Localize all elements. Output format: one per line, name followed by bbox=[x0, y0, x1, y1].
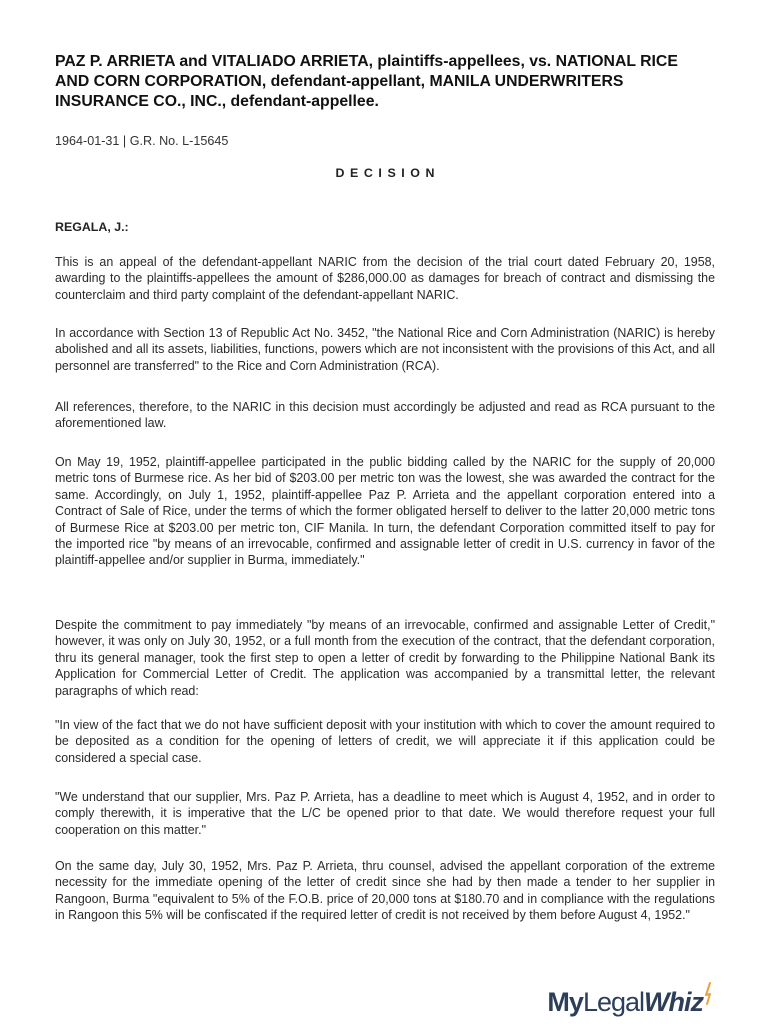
paragraph-counsel-advice: On the same day, July 30, 1952, Mrs. Paz P. Arrieta, thru counsel, advised the appellant corporation of the extreme necessity for the immediate opening of the letter of credit since she had by then made a tender to her supplier in Rangoon, Burma "equivalent to 5% of the F.O.B. price of 20,000 tons at $180.70 and in compliance with the regulations in Rangoon this 5% will be confiscated if the required letter of credit is not received by them before August 4, 1952." bbox=[55, 859, 715, 923]
decision-heading: DECISION bbox=[335, 166, 441, 180]
paragraph-quote-supplier: "We understand that our supplier, Mrs. Paz P. Arrieta, has a deadline to meet which is August 4, 1952, and in order to comply therewith, it is imperative that the L/C be opened prior to that date. We would therefore request your full cooperation on this matter." bbox=[55, 790, 715, 837]
judge-name: REGALA, J.: bbox=[55, 220, 129, 234]
logo-spark-icon bbox=[703, 982, 715, 1016]
logo-text-legal: Legal bbox=[582, 987, 645, 1017]
paragraph-bidding: On May 19, 1952, plaintiff-appellee participated in the public bidding called by the NARIC for the supply of 20,000 metric tons of Burmese rice. As her bid of $203.00 per metric ton was the lowest, she was awarded the contract for the same. Accordingly, on July 1, 1952, plaintiff-appellee Paz P. Arrieta and the appellant corporation entered into a Contract of Sale of Rice, under the terms of which the former obligated herself to deliver to the latter 20,000 metric tons of Burmese Rice at $203.00 per metric ton, CIF Manila. In turn, the defendant Corporation committed itself to pay for the imported rice "by means of an irrevocable, confirmed and assignable letter of credit in U.S. currency in favor of the plaintiff-appellee and/or supplier in Burma, immediately." bbox=[55, 455, 715, 568]
paragraph-quote-deposit: "In view of the fact that we do not have sufficient deposit with your institution with which to cover the amount required to be deposited as a condition for the opening of letters of credit, we will appreciate it if this application could be considered a special case. bbox=[55, 718, 715, 765]
paragraph-references: All references, therefore, to the NARIC in this decision must accordingly be adjusted and read as RCA pursuant to the aforementioned law. bbox=[55, 400, 715, 431]
paragraph-republic-act: In accordance with Section 13 of Republic Act No. 3452, "the National Rice and Corn Administration (NARIC) is hereby abolished and all its assets, liabilities, functions, powers which are not inconsistent with the provisions of this Act, and all personnel are transferred" to the Rice and Corn Administration (RCA). bbox=[55, 326, 715, 373]
mylegalwhiz-logo[interactable] bbox=[547, 980, 715, 1016]
paragraph-appeal: This is an appeal of the defendant-appellant NARIC from the decision of the trial court dated February 20, 1958, awarding to the plaintiffs-appellees the amount of $286,000.00 as damages for breach of contract and dismissing the counterclaim and third party complaint of the defendant-appellant NARIC. bbox=[55, 255, 715, 302]
case-title: PAZ P. ARRIETA and VITALIADO ARRIETA, plaintiffs-appellees, vs. NATIONAL RICE AND CORN CORPORATION, defendant-appellant, MANILA UNDERWRITERS INSURANCE CO., INC., defendant-appellee. bbox=[55, 53, 678, 110]
logo-text-my: My bbox=[547, 987, 583, 1017]
paragraph-letter-of-credit: Despite the commitment to pay immediately "by means of an irrevocable, confirmed and assignable Letter of Credit," however, it was only on July 30, 1952, or a full month from the execution of the contract, that the defendant corporation, thru its general manager, took the first step to open a letter of credit by forwarding to the Philippine National Bank its Application for Commercial Letter of Credit. The application was accompanied by a transmittal letter, the relevant paragraphs of which read: bbox=[55, 618, 715, 698]
logo-text-whiz: Whiz bbox=[644, 987, 703, 1017]
case-date-and-number: 1964-01-31 | G.R. No. L-15645 bbox=[55, 134, 229, 148]
